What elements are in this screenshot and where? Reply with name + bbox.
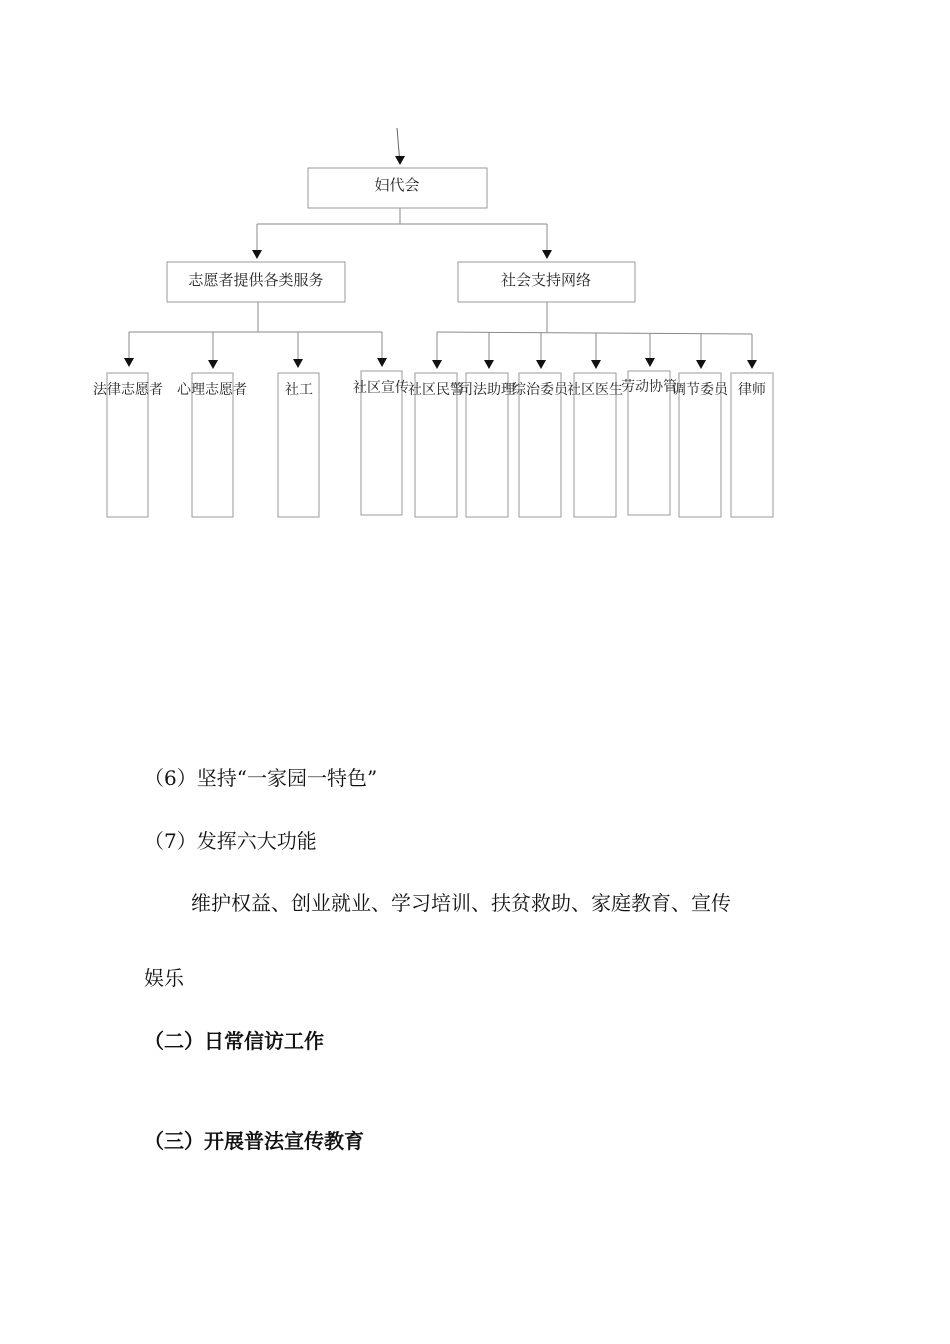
functions-line-1: 维护权益、创业就业、学习培训、扶贫救助、家庭教育、宣传 [191,891,731,915]
root-connectors [257,208,547,258]
leaf-label: 社区宣传 [353,380,409,396]
leaf-label: 劳动协管 [621,379,677,395]
branch-label-volunteers: 志愿者提供各类服务 [188,271,324,289]
section-3-heading: （三）开展普法宣传教育 [144,1129,364,1153]
leaf-security-committee [512,373,569,517]
leaf-psych-volunteer [177,373,247,517]
branch-label-support-network: 社会支持网络 [500,271,592,289]
leaf-label: 综治委员 [512,382,568,398]
leaf-community-doctor [567,373,623,517]
leaf-legal-volunteer [93,373,163,517]
leaf-label: 社区民警 [408,382,464,398]
org-chart [0,0,950,560]
leaf-mediation-committee [672,373,729,517]
root-node-label: 妇代会 [374,176,420,194]
incoming-connector [397,128,400,164]
leaf-community-publicity [353,371,409,515]
leaf-label: 调节委员 [672,382,728,398]
leaf-label: 心理志愿者 [177,382,247,398]
volunteer-connectors [129,302,382,368]
functions-line-2: 娱乐 [144,966,184,990]
branch-node-volunteers [167,262,345,302]
section-2-heading: （二）日常信访工作 [144,1029,324,1053]
branch-node-support-network [458,262,635,302]
leaf-label: 法律志愿者 [93,382,163,398]
leaf-labor-coordinator [621,371,677,515]
leaf-lawyer [731,373,773,517]
item-7: （7）发挥六大功能 [144,829,317,853]
leaf-label: 社区医生 [567,382,623,398]
leaf-judicial-assistant [459,373,515,517]
leaf-label: 司法助理 [459,382,515,398]
leaf-social-worker [278,373,319,517]
leaf-community-police [408,373,464,517]
leaf-label: 社工 [285,382,313,398]
support-connectors [437,302,752,368]
item-6: （6）坚持“一家园一特色” [144,766,378,790]
root-node [308,168,487,208]
leaf-label: 律师 [738,382,766,398]
